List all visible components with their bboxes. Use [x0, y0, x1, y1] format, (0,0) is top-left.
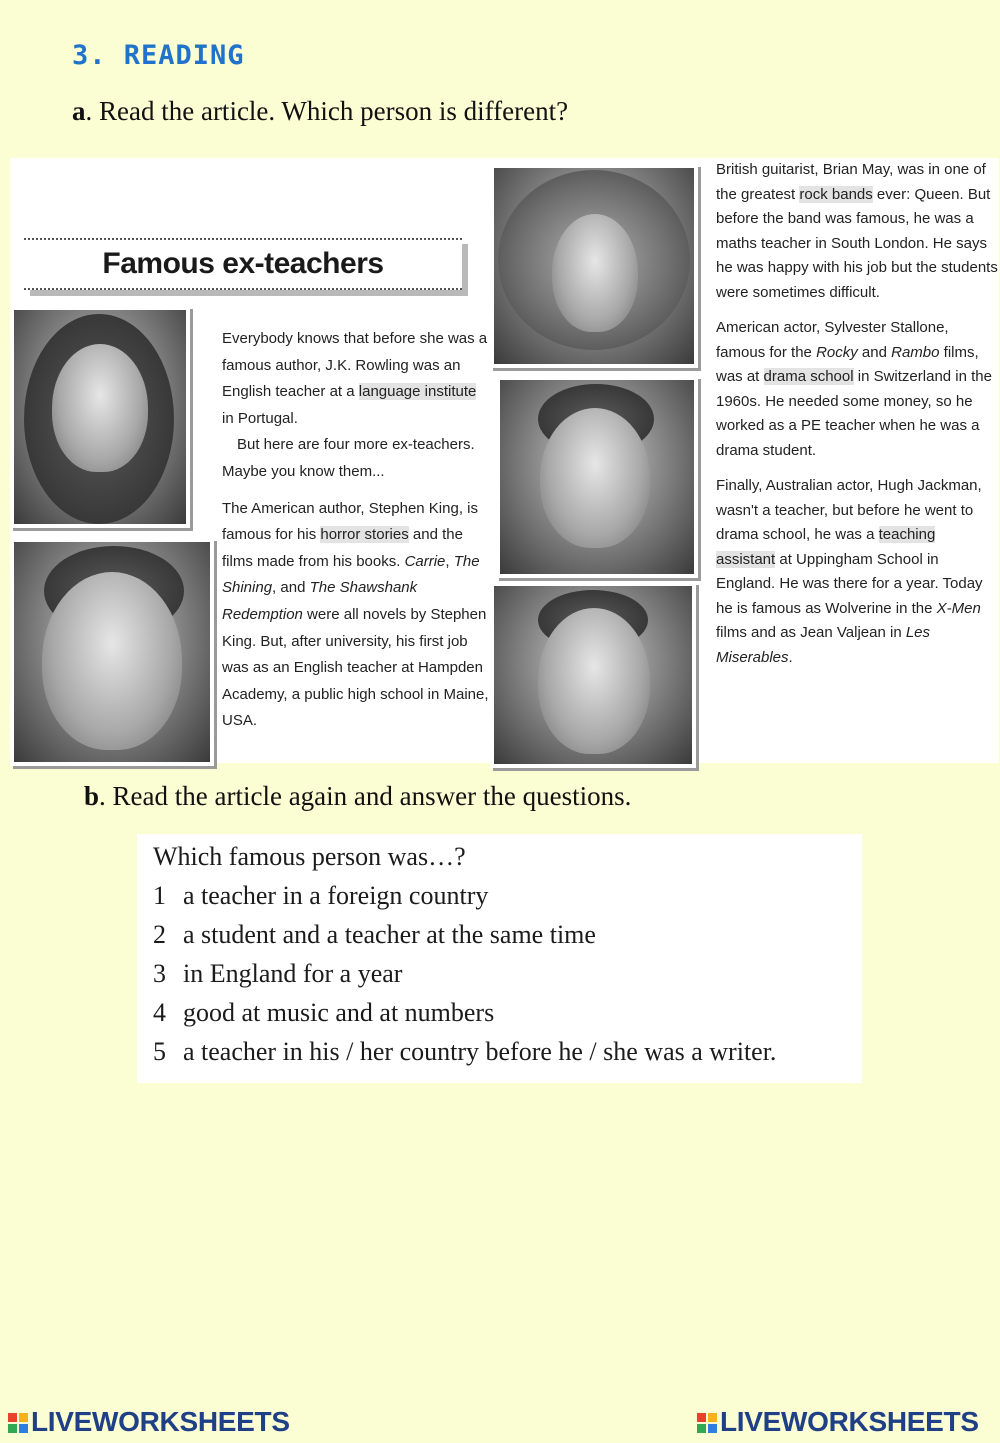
- question-item: [153, 998, 494, 1028]
- article-title: Famous ex-teachers: [102, 247, 384, 280]
- text-span: ever: Queen. But before the band was famous, he was a maths teacher in South London. He says he was happy with his job but the students were sometimes difficult.: [716, 185, 998, 301]
- highlight-rock-bands: rock bands: [799, 185, 873, 203]
- questions-intro: Which famous person was…?: [153, 842, 466, 871]
- questions-box: [137, 834, 862, 1083]
- text-span: in Switzerland in the 1960s. He needed some money, so he worked as a PE teacher when he was a drama student.: [716, 368, 992, 459]
- paragraph-king: [222, 496, 492, 735]
- text-span: in Portugal.: [222, 409, 298, 427]
- text-span: American actor, Sylvester Stallone, famous for the: [716, 319, 949, 361]
- question-text: good at music and at numbers: [183, 998, 495, 1027]
- liveworksheets-logo-icon: [697, 1413, 717, 1433]
- instruction-a-text: . Read the article. Which person is different?: [85, 96, 569, 126]
- italic-title: Carrie: [404, 552, 446, 570]
- text-span: .: [788, 648, 793, 666]
- text-span: films, was at: [716, 343, 979, 385]
- question-number: 2: [153, 920, 166, 949]
- liveworksheets-logo-icon: [8, 1413, 28, 1433]
- article-left-column: [222, 326, 492, 735]
- section-title: 3. READING: [72, 40, 245, 71]
- photo-stallone: [496, 376, 698, 578]
- question-text: a student and a teacher at the same time: [183, 920, 596, 949]
- question-item: [153, 1037, 776, 1067]
- question-text: a teacher in a foreign country: [183, 881, 489, 910]
- text-span: Everybody knows that before she was a famous author, J.K. Rowling was an English teacher at a: [222, 330, 488, 401]
- text-span: , and: [272, 579, 310, 597]
- instruction-a-letter: a: [72, 96, 86, 126]
- photo-jackman: [490, 582, 696, 768]
- photo-rowling: [10, 306, 190, 528]
- question-text: in England for a year: [183, 959, 403, 988]
- article-right-column: [716, 158, 998, 670]
- highlight-teaching-assistant: teaching assistant: [716, 526, 936, 568]
- instruction-b: [84, 781, 631, 812]
- text-span: and the films made from his books.: [222, 526, 463, 570]
- question-number: 3: [153, 959, 166, 988]
- italic-title: Les Miserables: [716, 624, 931, 666]
- question-text: a teacher in his / her country before he / she was a writer.: [183, 1037, 777, 1066]
- question-item: [153, 920, 596, 950]
- question-number: 4: [153, 998, 166, 1027]
- paragraph-may: [716, 158, 998, 305]
- question-number: 1: [153, 881, 166, 910]
- text-span: were all novels by Stephen King. But, after university, his first job was as an English teacher at Hampden Academy, a public high school in Maine, USA.: [222, 605, 489, 730]
- question-number: 5: [153, 1037, 166, 1066]
- highlight-language-institute: language institute: [358, 383, 477, 401]
- paragraph-jackman: [716, 474, 998, 670]
- text-span: ,: [445, 552, 454, 570]
- article-title-box: [24, 238, 462, 290]
- text-span: and: [857, 343, 892, 361]
- text-span: The American author, Stephen King, is famous for his: [222, 499, 478, 544]
- italic-title: The Shining: [222, 552, 480, 597]
- liveworksheets-logo-right[interactable]: [697, 1406, 979, 1438]
- highlight-drama-school: drama school: [763, 368, 854, 385]
- paragraph-intro: But here are four more ex-teachers. Maybe you know them...: [222, 436, 475, 480]
- logo-text: LIVEWORKSHEETS: [31, 1406, 290, 1437]
- question-item: [153, 959, 402, 989]
- italic-title: Rocky: [816, 343, 858, 361]
- logo-text: LIVEWORKSHEETS: [720, 1406, 979, 1437]
- italic-title: X-Men: [936, 599, 981, 617]
- instruction-b-text: . Read the article again and answer the questions.: [99, 781, 632, 811]
- italic-title: Rambo: [891, 343, 940, 361]
- text-span: at Uppingham School in England. He was there for a year. Today he is famous as Wolverine in the: [716, 550, 983, 617]
- liveworksheets-logo-left[interactable]: [8, 1406, 290, 1438]
- photo-may: [490, 164, 698, 368]
- text-span: films and as Jean Valjean in: [716, 624, 906, 641]
- highlight-horror-stories: horror stories: [320, 526, 409, 544]
- paragraph-stallone: [716, 316, 998, 463]
- italic-title: The Shawshank Redemption: [222, 579, 418, 623]
- article-panel: [10, 158, 999, 763]
- paragraph-rowling: [222, 326, 492, 432]
- text-span: Finally, Australian actor, Hugh Jackman, wasn't a teacher, but before he went to drama school, he was a: [716, 477, 982, 543]
- question-item: [153, 881, 488, 911]
- text-span: British guitarist, Brian May, was in one of the greatest: [716, 161, 986, 203]
- photo-king: [10, 538, 214, 766]
- instruction-a: [72, 96, 568, 127]
- instruction-b-letter: b: [84, 781, 100, 811]
